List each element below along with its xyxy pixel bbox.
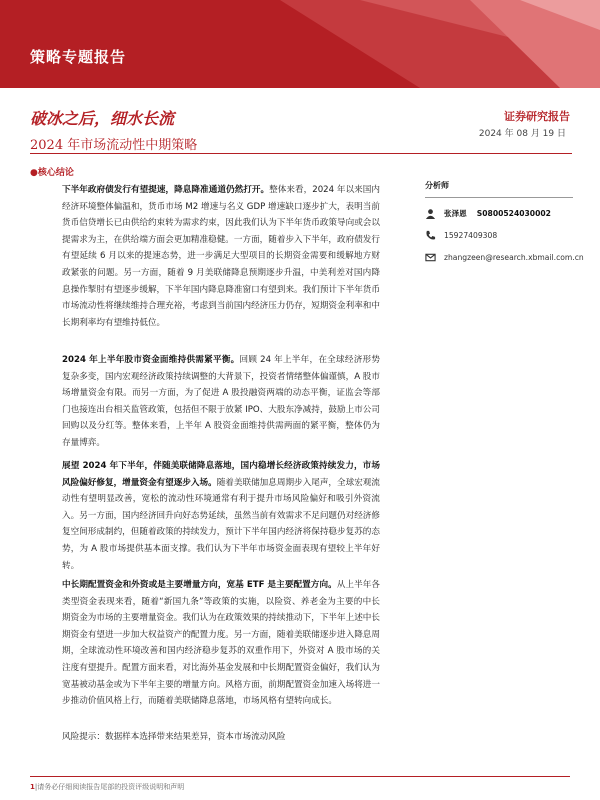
footer-divider xyxy=(30,776,570,777)
analyst-email[interactable]: zhangzeen@research.xbmail.com.cn xyxy=(444,252,584,262)
paragraph-lead: 下半年政府债发行有望提速，降息降准通道仍然打开。 xyxy=(62,185,270,195)
paragraph-block xyxy=(62,352,380,452)
analyst-divider xyxy=(425,197,573,198)
report-type-label: 证券研究报告 xyxy=(504,110,570,123)
analyst-label: 分析师 xyxy=(425,181,449,190)
paragraph xyxy=(62,577,380,710)
header-banner xyxy=(0,0,600,88)
phone-icon xyxy=(425,230,436,241)
paragraph xyxy=(62,458,380,574)
paragraph-block xyxy=(62,458,380,574)
paragraph-lead: 中长期配置资金和外资或是主要增量方向，宽基 ETF 是主要配置方向。 xyxy=(62,580,337,590)
analyst-panel xyxy=(425,180,585,268)
page-title: 破冰之后，细水长流 xyxy=(30,109,175,128)
core-conclusion-label: ●核心结论 xyxy=(30,168,74,178)
paragraph-body: 从上半年各类型资金表现来看，随着“新国九条”等政策的实施，以险资、养老金为主要的中长期资金为市场的主要增量资金。我们认为在政策效果的持续推动下，下半年上述中长期资金有望进一步加大权益资产的配置力度。另一方面，随着美联储逐步进入降息周期，全球流动性环境改善和国内经济稳步复苏的双重作用下，外资对 A 股市场的关注度有望提升。配置方面来看，对比海外基金发展和中长期配置资金偏好，我们认为宽基被动基金或为下半年主要的增量方向。风格方面，前期配置资金加速入场将进一步推动价值风格上行，而随着美联储降息落地，市场风格有望转向成长。 xyxy=(62,580,380,707)
analyst-name-row xyxy=(425,202,585,224)
email-icon xyxy=(425,252,436,263)
paragraph-lead: 展望 2024 年下半年，伴随美联储降息落地，国内稳增长经济政策持续发力，市场风险偏好修复，增量资金有望逐步入场。 xyxy=(62,461,380,488)
footer xyxy=(30,782,184,792)
analyst-phone-row xyxy=(425,224,585,246)
analyst-phone: 15927409308 xyxy=(444,230,498,240)
footer-disclaimer: |请务必仔细阅读报告尾部的投资评级说明和声明 xyxy=(34,783,185,791)
paragraph-block xyxy=(62,577,380,710)
person-icon xyxy=(425,208,436,219)
paragraph-body: 回顾 24 年上半年，在全球经济形势复杂多变，国内宏观经济政策持续调整的大背景下，投资者情绪整体偏谨慎，A 股市场增量资金有限。而另一方面，为了促进 A 股投融资两端的动态平衡，证监会等部门也接连出台相关监管政策，包括但不限于放紧 IPO、大股东净减持，鼓励上市公司回购以及分红等。整体来看，上半年 A 股资金面维持供需两面的紧平衡，整体仍为存量博弈。 xyxy=(62,355,380,448)
analyst-name: 张泽恩 xyxy=(444,208,467,218)
paragraph xyxy=(62,182,380,331)
banner-title: 策略专题报告 xyxy=(30,48,127,66)
paragraph-body: 随着美联储加息周期步入尾声，全球宏观流动性有望明显改善，宽松的流动性环境通常有利于提升市场风险偏好和吸引外资流入。另一方面，国内经济回升向好态势延续，虽然当前有效需求不足问题仍对经济修复空间形成制约，但随着政策的持续发力，预计下半年国内经济将保持稳步复苏的态势，为 A 股市场提供基本面支撑。我们认为下半年市场资金面表现有望较上半年好转。 xyxy=(62,477,380,571)
risk-warning: 风险提示：数据样本选择带来结果差异，资本市场流动风险 xyxy=(62,732,286,742)
analyst-cert: S0800524030002 xyxy=(476,208,551,218)
analyst-email-row xyxy=(425,246,585,268)
paragraph-body: 整体来看，2024 年以来国内经济环境整体偏温和，货币市场 M2 增速与名义 GDP 增速缺口逐步扩大，表明当前货币信贷增长已由供给约束转为需求约束，因此我们认为下半年货币政策导向或会以提需求为主，在供给端方面会更加精准稳健。一方面，随着步入下半年，政府债发行有望延续 6 月以来的提速态势，进一步满足大型项目的长期资金需要和缓解地方财政紧张的问题。另一方面，随着 9 月美联储降息预期逐步升温，中美利差对国内降息操作掣肘有望逐步缓解，下半年国内降息降准窗口有望到来。我们预计下半年货币市场流动性将继续维持合理充裕，考虑到当前国内经济压力仍存，短期资金利率和中长期利率均有望维持低位。 xyxy=(62,185,380,328)
page-subtitle: 2024 年市场流动性中期策略 xyxy=(30,138,198,153)
page-number: 1 xyxy=(30,783,35,791)
paragraph-block xyxy=(62,182,380,331)
report-date: 2024 年 08 月 19 日 xyxy=(478,129,566,139)
paragraph xyxy=(62,352,380,452)
title-divider xyxy=(30,153,572,154)
paragraph-lead: 2024 年上半年股市资金面维持供需紧平衡。 xyxy=(62,355,240,365)
banner-decoration xyxy=(0,0,600,88)
